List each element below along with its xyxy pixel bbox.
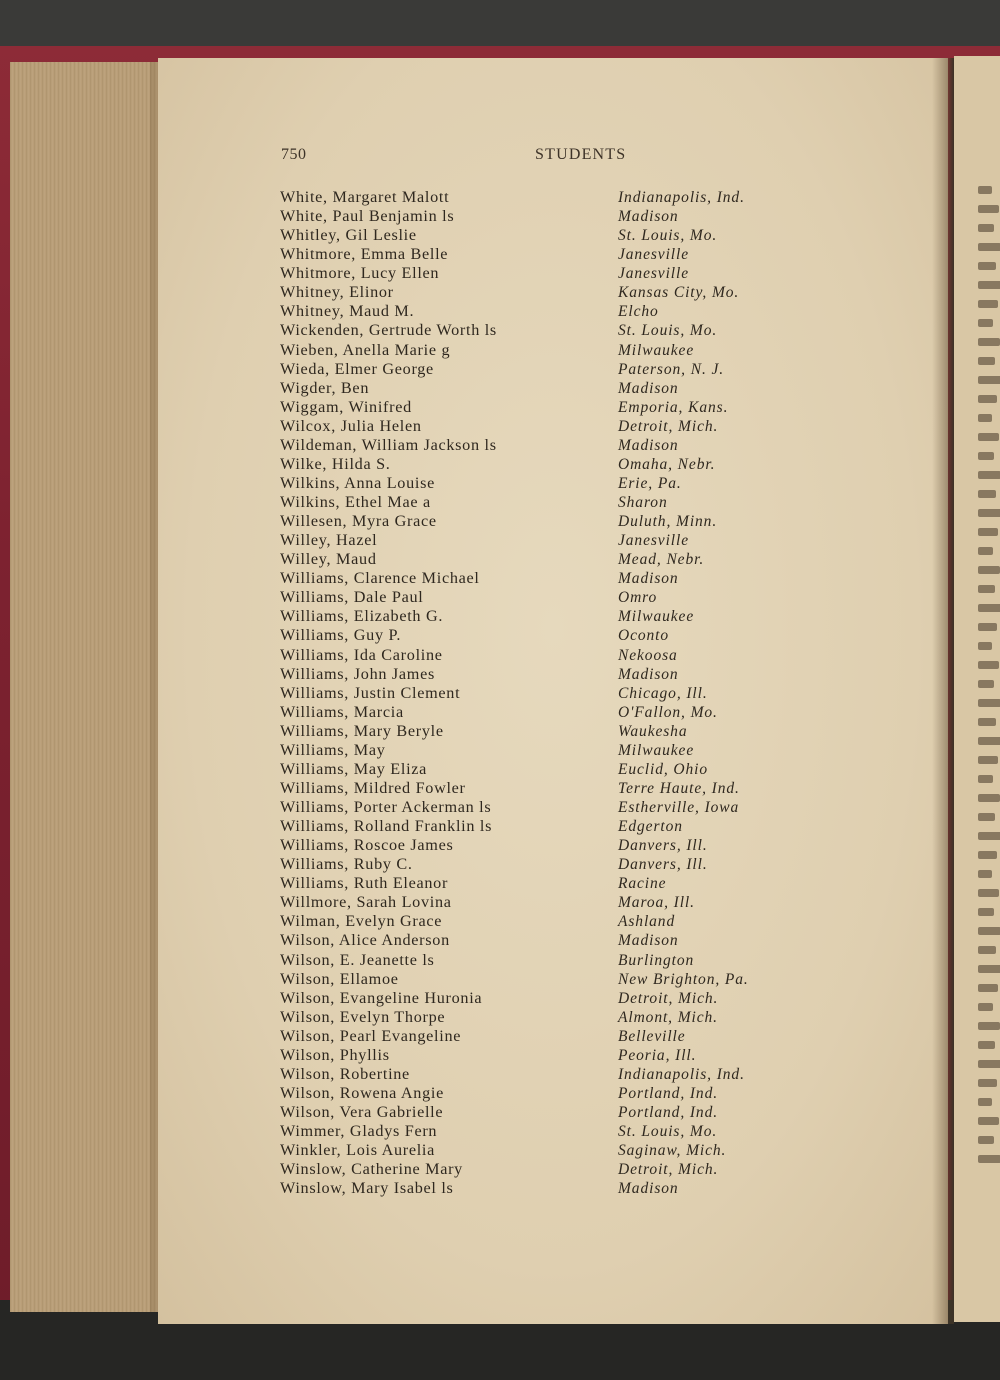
student-hometown: O'Fallon, Mo. [618,703,718,721]
student-entry [0,874,1000,893]
student-hometown: Janesville [618,532,689,550]
student-name: Winslow, Catherine Mary [280,1160,463,1179]
student-hometown: Milwaukee [618,608,695,626]
student-entry [0,1027,1000,1046]
student-name: Wilson, Vera Gabrielle [280,1103,444,1121]
student-entry [0,455,1000,474]
student-name: Wilman, Evelyn Grace [280,912,443,931]
student-hometown: Indianapolis, Ind. [618,1065,745,1083]
student-hometown: Janesville [618,265,689,283]
student-name: Williams, Porter Ackerman ls [280,798,492,816]
student-hometown: Sharon [618,494,668,511]
student-hometown: Paterson, N. J. [618,360,725,378]
student-entry [0,1103,1000,1122]
student-name: Williams, Ida Caroline [280,645,443,664]
student-hometown: Madison [618,379,679,397]
student-entry [0,226,1000,245]
student-name: Williams, Guy P. [280,626,402,645]
student-hometown: Terre Haute, Ind. [618,779,740,797]
student-entry [0,722,1000,741]
student-name: Wilson, Ellamoe [280,969,399,988]
student-list [0,188,1000,1198]
student-name: Wilson, Alice Anderson [280,931,450,950]
student-hometown: Omaha, Nebr. [618,455,716,473]
student-entry [0,1122,1000,1141]
student-entry [0,1141,1000,1160]
student-name: Wildeman, William Jackson ls [280,435,497,454]
student-entry [0,302,1000,321]
student-entry [0,951,1000,970]
student-entry [0,398,1000,417]
student-name: Williams, May [280,740,386,759]
student-entry [0,607,1000,626]
student-entry [0,626,1000,645]
student-entry [0,379,1000,398]
student-hometown: Madison [618,208,679,226]
student-entry [0,760,1000,779]
student-hometown: Racine [618,875,667,893]
student-name: Whitmore, Emma Belle [280,245,449,264]
student-entry [0,264,1000,283]
student-name: Wilson, Evangeline Huronia [280,988,483,1007]
student-name: Whitmore, Lucy Ellen [280,264,440,283]
student-hometown: Milwaukee [618,341,695,359]
student-hometown: Almont, Mich. [618,1008,718,1026]
student-name: White, Paul Benjamin ls [280,207,455,226]
student-hometown: Duluth, Minn. [618,513,718,531]
student-hometown: St. Louis, Mo. [618,227,718,245]
student-name: Williams, Elizabeth G. [280,607,444,626]
student-entry [0,188,1000,207]
student-hometown: Nekoosa [618,646,678,664]
student-entry [0,569,1000,588]
student-name: Willey, Hazel [280,531,378,550]
page-heading: STUDENTS [535,146,627,163]
student-name: Whitney, Elinor [280,283,394,302]
student-entry [0,798,1000,817]
student-name: Wigder, Ben [280,378,370,397]
student-hometown: Detroit, Mich. [618,417,719,435]
student-entry [0,588,1000,607]
student-hometown: Portland, Ind. [618,1104,718,1121]
student-name: Willesen, Myra Grace [280,512,437,531]
student-name: Wieda, Elmer George [280,359,434,378]
student-hometown: Belleville [618,1027,686,1045]
student-hometown: Madison [618,570,679,588]
student-name: Williams, Dale Paul [280,588,424,607]
student-hometown: Danvers, Ill. [618,837,708,855]
student-name: Williams, Roscoe James [280,836,454,855]
student-hometown: Waukesha [618,722,688,740]
student-entry [0,531,1000,550]
student-hometown: Detroit, Mich. [618,1161,719,1179]
student-entry [0,1160,1000,1179]
student-name: White, Margaret Malott [280,188,450,206]
student-hometown: Erie, Pa. [618,474,682,492]
student-name: Williams, Clarence Michael [280,569,480,588]
student-entry [0,341,1000,360]
student-name: Wiggam, Winifred [280,397,412,416]
student-entry [0,665,1000,684]
student-name: Willmore, Sarah Lovina [280,893,452,912]
student-name: Williams, Mildred Fowler [280,778,466,797]
student-name: Wieben, Anella Marie g [280,340,451,359]
student-entry [0,970,1000,989]
student-entry [0,207,1000,226]
student-name: Wilson, Robertine [280,1064,410,1083]
student-hometown: Milwaukee [618,741,695,759]
student-name: Wilcox, Julia Helen [280,416,422,435]
student-hometown: Madison [618,665,679,683]
student-entry [0,684,1000,703]
student-hometown: Madison [618,1180,679,1198]
student-entry [0,836,1000,855]
student-name: Wilson, Rowena Angie [280,1083,444,1102]
student-name: Winslow, Mary Isabel ls [280,1179,454,1198]
student-hometown: Mead, Nebr. [618,551,705,569]
student-name: Wickenden, Gertrude Worth ls [280,321,497,340]
student-hometown: Euclid, Ohio [618,760,709,778]
student-hometown: Estherville, Iowa [618,799,740,816]
student-hometown: New Brighton, Pa. [618,970,749,988]
student-hometown: Kansas City, Mo. [618,284,740,302]
student-hometown: Elcho [618,303,659,321]
scan-background-top [0,0,1000,46]
student-name: Whitney, Maud M. [280,302,415,321]
student-entry [0,283,1000,302]
student-name: Williams, Ruth Eleanor [280,874,449,893]
student-hometown: Danvers, Ill. [618,856,708,874]
student-entry [0,245,1000,264]
student-name: Williams, Rolland Franklin ls [280,817,493,836]
student-entry [0,321,1000,340]
student-entry [0,912,1000,931]
student-name: Whitley, Gil Leslie [280,226,417,245]
student-hometown: Omro [618,589,658,607]
student-entry [0,703,1000,722]
student-hometown: St. Louis, Mo. [618,322,718,340]
student-hometown: Oconto [618,627,670,645]
student-name: Wilkins, Anna Louise [280,473,435,492]
student-name: Williams, John James [280,664,435,683]
student-hometown: Chicago, Ill. [618,684,708,702]
student-name: Wilkins, Ethel Mae a [280,493,431,511]
student-hometown: Madison [618,932,679,950]
student-name: Wilson, E. Jeanette ls [280,950,435,969]
student-hometown: Emporia, Kans. [618,398,729,416]
student-entry [0,436,1000,455]
student-entry [0,1008,1000,1027]
page-number: 750 [281,146,307,163]
student-hometown: Burlington [618,951,695,969]
student-hometown: Portland, Ind. [618,1084,718,1102]
student-entry [0,512,1000,531]
student-entry [0,550,1000,569]
student-name: Williams, Justin Clement [280,683,461,702]
student-name: Wimmer, Gladys Fern [280,1122,438,1141]
student-entry [0,646,1000,665]
student-hometown: Detroit, Mich. [618,989,719,1007]
student-hometown: Peoria, Ill. [618,1046,697,1064]
student-name: Willey, Maud [280,550,377,569]
student-name: Winkler, Lois Aurelia [280,1141,436,1160]
student-name: Williams, Marcia [280,702,404,721]
student-entry [0,360,1000,379]
student-hometown: Ashland [618,913,676,931]
student-entry [0,817,1000,836]
student-name: Wilson, Evelyn Thorpe [280,1007,446,1026]
student-hometown: Edgerton [618,818,683,836]
student-entry [0,417,1000,436]
student-hometown: Janesville [618,246,689,264]
student-entry [0,741,1000,760]
student-name: Wilson, Phyllis [280,1045,390,1064]
student-name: Williams, Mary Beryle [280,721,444,740]
student-hometown: Indianapolis, Ind. [618,189,745,206]
student-name: Williams, Ruby C. [280,855,413,874]
student-name: Wilson, Pearl Evangeline [280,1026,462,1045]
student-entry [0,893,1000,912]
student-entry [0,1065,1000,1084]
student-hometown: St. Louis, Mo. [618,1123,718,1141]
student-entry [0,493,1000,512]
student-hometown: Madison [618,436,679,454]
student-hometown: Maroa, Ill. [618,894,695,912]
student-entry [0,474,1000,493]
student-name: Wilke, Hilda S. [280,454,391,473]
student-entry [0,1179,1000,1198]
student-hometown: Saginaw, Mich. [618,1142,727,1160]
student-name: Williams, May Eliza [280,759,428,778]
student-entry [0,1084,1000,1103]
student-entry [0,989,1000,1008]
student-entry [0,855,1000,874]
student-entry [0,1046,1000,1065]
student-entry [0,779,1000,798]
student-entry [0,931,1000,950]
